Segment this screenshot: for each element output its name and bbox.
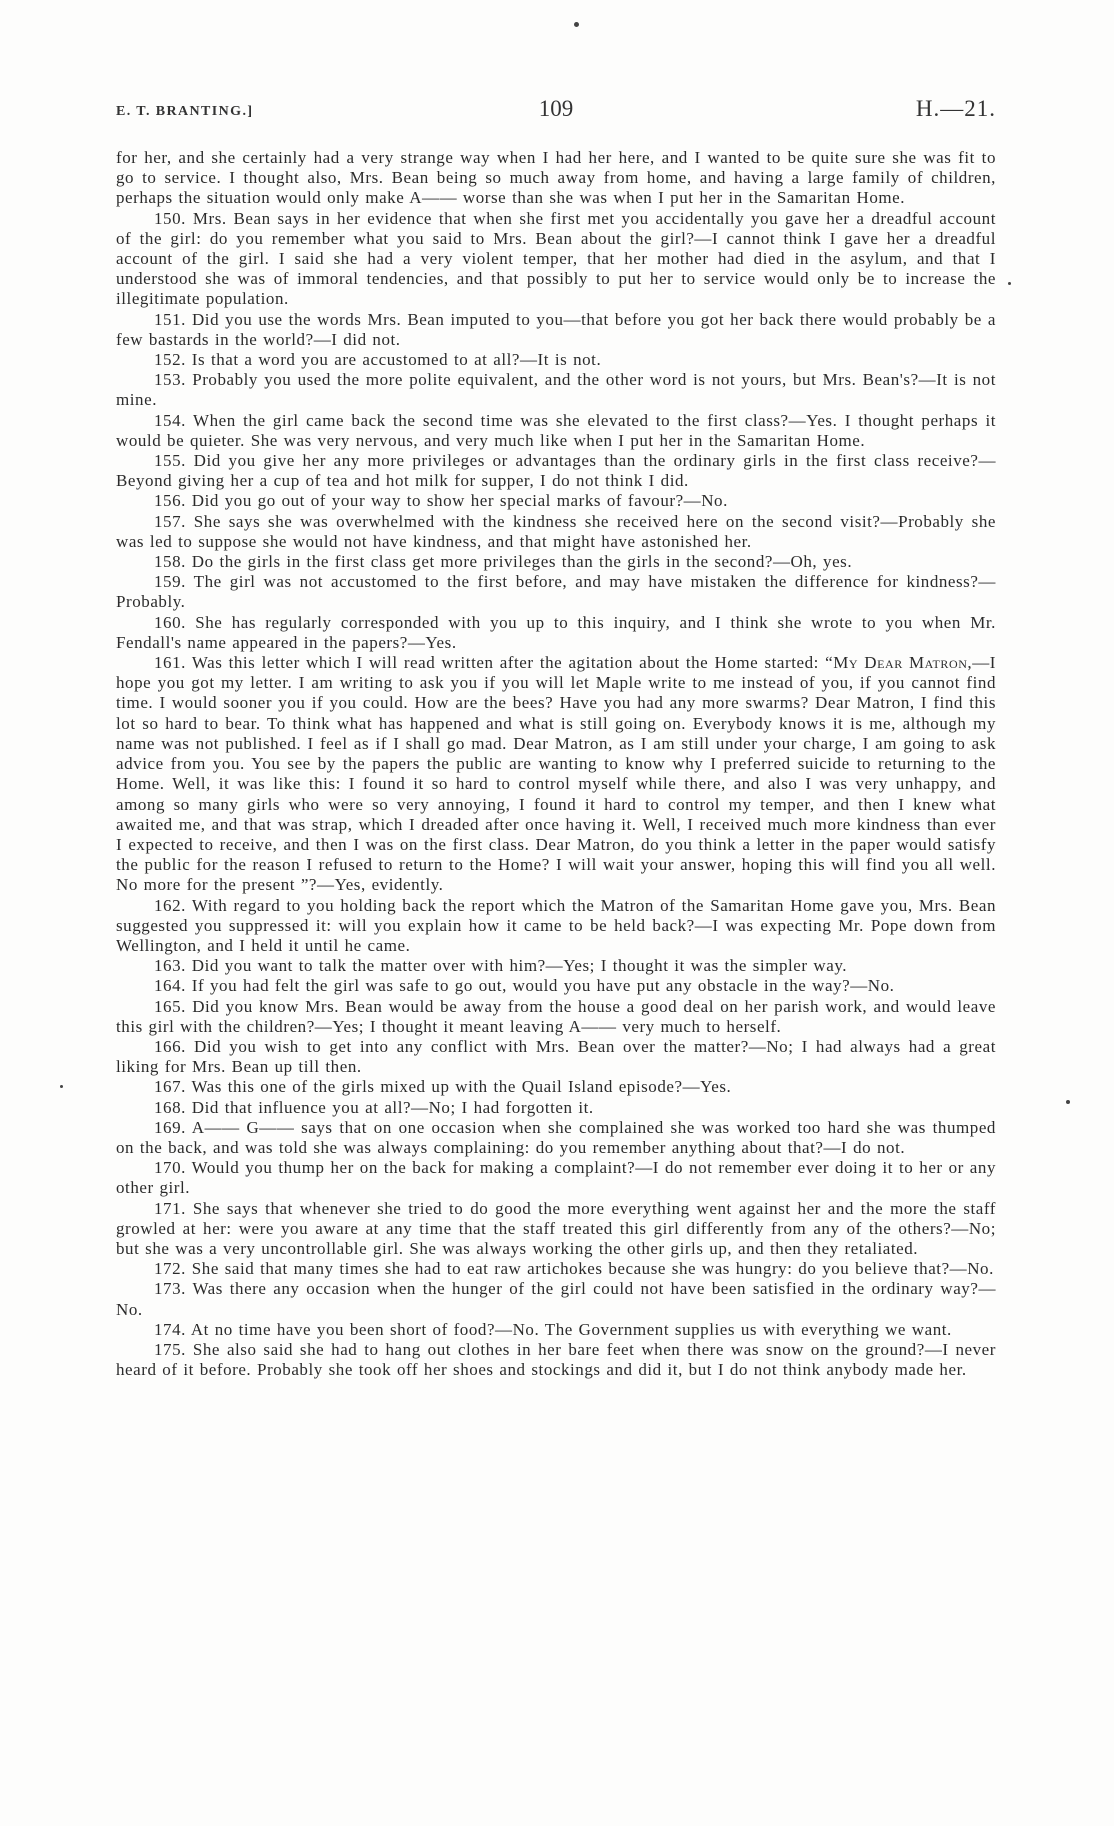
question-text: She says she was overwhelmed with the kindness she received here on the second visit?—Probably she was led to suppose she would not have kindness, and that might have astonished her. <box>116 511 996 551</box>
question-172 <box>116 1259 996 1279</box>
question-number: 161. <box>154 653 186 673</box>
scan-speck <box>574 22 579 27</box>
question-text: Mrs. Bean says in her evidence that when she first met you accidentally you gave her a dreadful account of the girl: do you remember what you said to Mrs. Bean about the girl?—I cannot think I gave her a dreadful account of the girl. I said she had a very violent temper, that her mother had died in the asylum, and that I understood she was of immoral tendencies, and that possibly to put her to service would only be to increase the illegitimate population. <box>116 208 996 309</box>
question-160 <box>116 613 996 653</box>
question-text: Did you go out of your way to show her special marks of favour?—No. <box>191 491 728 511</box>
question-153 <box>116 370 996 410</box>
question-163 <box>116 956 996 976</box>
scan-speck <box>1066 1100 1070 1104</box>
question-text: With regard to you holding back the report which the Matron of the Samaritan Home gave you, Mrs. Bean suggested you suppressed it: will you explain how it came to be held back?—I was expecting Mr. Pope down from Wellington, and I held it until he came. <box>116 895 996 955</box>
question-174 <box>116 1320 996 1340</box>
question-number: 154. <box>154 410 186 430</box>
question-text: Is that a word you are accustomed to at all?—It is not. <box>191 350 602 370</box>
question-173 <box>116 1279 996 1319</box>
question-text: Did you want to talk the matter over with him?—Yes; I thought it was the simpler way. <box>191 956 848 976</box>
question-text: Did you use the words Mrs. Bean imputed to you—that before you got her back there would probably be a few bastards in the world?—I did not. <box>116 309 996 349</box>
letter-salutation: My Dear Matron, <box>833 653 973 673</box>
question-text: Was this one of the girls mixed up with the Quail Island episode?—Yes. <box>191 1077 732 1097</box>
question-text: At no time have you been short of food?—No. The Government supplies us with everything we want. <box>190 1319 952 1339</box>
question-162 <box>116 896 996 957</box>
question-number: 175. <box>154 1339 186 1359</box>
question-152 <box>116 350 996 370</box>
question-number: 157. <box>154 511 186 531</box>
question-text: Did that influence you at all?—No; I had forgotten it. <box>191 1097 594 1117</box>
question-text: Did you give her any more privileges or advantages than the ordinary girls in the first class receive?—Beyond giving her a cup of tea and hot milk for supper, I do not think I did. <box>116 451 997 491</box>
question-number: 166. <box>154 1036 186 1056</box>
question-text: When the girl came back the second time was she elevated to the first class?—Yes. I thought perhaps it would be quieter. She was very nervous, and very much like when I put her in the Samaritan Home. <box>116 410 997 450</box>
question-number: 155. <box>154 451 186 471</box>
question-number: 171. <box>154 1198 186 1218</box>
question-text: Did you wish to get into any conflict with Mrs. Bean over the matter?—No; I had always had a great liking for Mrs. Bean up till then. <box>116 1036 996 1077</box>
question-number: 165. <box>154 996 186 1016</box>
question-text: She has regularly corresponded with you up to this inquiry, and I think she wrote to you when Mr. Fendall's name appeared in the papers?—Yes. <box>116 612 996 652</box>
scan-speck <box>60 1085 63 1088</box>
question-158 <box>116 552 996 572</box>
question-text: She said that many times she had to eat raw artichokes because she was hungry: do you believe that?—No. <box>191 1259 994 1279</box>
question-text: Probably you used the more polite equivalent, and the other word is not yours, but Mrs. Bean's?—It is not mine. <box>116 370 996 410</box>
question-number: 169. <box>154 1117 186 1137</box>
question-156 <box>116 491 996 511</box>
question-text: The girl was not accustomed to the first before, and may have mistaken the difference for kindness?—Probably. <box>116 572 996 612</box>
page-header <box>116 96 996 128</box>
question-number: 168. <box>154 1097 186 1117</box>
question-number: 173. <box>154 1279 186 1299</box>
question-169 <box>116 1118 996 1158</box>
question-number: 151. <box>154 309 186 329</box>
question-165 <box>116 997 996 1037</box>
question-text: Was this letter which I will read written after the agitation about the Home started: “ <box>191 653 834 673</box>
letter-body: —I hope you got my letter. I am writing to ask you if you will let Maple write to me instead of you, if you cannot find time. I would sooner you if you could. How are the bees? Have you had any more swarms? Dear Matron, I find this lot so hard to bear. To think what has happened and what is still going on. Everybody knows it is me, although my name was not published. I feel as if I shall go mad. Dear Matron, as I am still under your charge, I am going to ask advice from you. You see by the papers the public are wanting to know why I preferred suicide to returning to the Home. Well, it was like this: I found it so hard to control myself while there, and also I was very unhappy, and among so many girls who were so very annoying, I found it hard to control my temper, and then I knew what awaited me, and that was strap, which I dreaded after once having it. Well, I received much more kindness than ever I expected to receive, and then I was on the first class. Dear Matron, do you think a letter in the paper would satisfy the public for the reason I refused to return to the Home? I will wait your answer, hoping this will find you all well. No more for the present ”?—Yes, evidently. <box>116 653 996 895</box>
question-151 <box>116 310 996 350</box>
question-150 <box>116 209 996 310</box>
question-number: 164. <box>154 976 186 996</box>
question-168 <box>116 1098 996 1118</box>
question-number: 159. <box>154 572 186 592</box>
question-text: She also said she had to hang out clothes in her bare feet when there was snow on the ground?—I never heard of it before. Probably she took off her shoes and stockings and did it, but I do not think anybody made her. <box>116 1339 996 1380</box>
scan-speck <box>1008 282 1011 285</box>
question-number: 174. <box>154 1319 186 1339</box>
question-164 <box>116 976 996 996</box>
question-number: 152. <box>154 350 186 370</box>
question-157 <box>116 512 996 552</box>
question-number: 150. <box>154 208 186 228</box>
question-number: 167. <box>154 1077 186 1097</box>
question-number: 158. <box>154 552 186 572</box>
question-text: If you had felt the girl was safe to go out, would you have put any obstacle in the way?—No. <box>191 976 895 996</box>
question-number: 153. <box>154 370 186 390</box>
question-161 <box>116 653 996 895</box>
question-171 <box>116 1199 996 1260</box>
question-number: 162. <box>154 895 186 915</box>
question-text: Did you know Mrs. Bean would be away from the house a good deal on her parish work, and would leave this girl with the children?—Yes; I thought it meant leaving A—— very much to herself. <box>116 996 996 1036</box>
question-text: Do the girls in the first class get more privileges than the girls in the second?—Oh, yes. <box>191 552 853 572</box>
question-number: 156. <box>154 491 186 511</box>
question-text: She says that whenever she tried to do good the more everything went against her and the more the staff growled at her: were you aware at any time that the staff treated this girl differently from any of the others?—No; but she was a very uncontrollable girl. She was always working the other girls up, and then they retaliated. <box>116 1198 996 1258</box>
question-154 <box>116 411 996 451</box>
question-175 <box>116 1340 996 1380</box>
question-155 <box>116 451 996 491</box>
paper-reference: H.—21. <box>915 96 996 121</box>
witness-name: E. T. BRANTING.] <box>116 104 254 119</box>
question-text: Was there any occasion when the hunger of the girl could not have been satisfied in the ordinary way?—No. <box>116 1279 996 1319</box>
evidence-text <box>116 148 996 1380</box>
question-number: 160. <box>154 612 186 632</box>
question-170 <box>116 1158 996 1198</box>
page-number: 109 <box>538 96 574 121</box>
continuation-paragraph: for her, and she certainly had a very strange way when I had her here, and I wanted to be quite sure she was fit to go to service. I thought also, Mrs. Bean being so much away from home, and having a large family of children, perhaps the situation would only make A—— worse than she was when I put her in the Samaritan Home. <box>116 148 996 208</box>
question-166 <box>116 1037 996 1077</box>
question-text: A—— G—— says that on one occasion when she complained she was worked too hard she was thumped on the back, and was told she was always complaining: do you remember anything about that?—I do not. <box>116 1117 996 1157</box>
question-number: 163. <box>154 956 186 976</box>
question-number: 172. <box>154 1259 186 1279</box>
question-number: 170. <box>154 1158 186 1178</box>
question-text: Would you thump her on the back for making a complaint?—I do not remember ever doing it to her or any other girl. <box>116 1158 996 1198</box>
question-159 <box>116 572 996 612</box>
question-167 <box>116 1077 996 1097</box>
